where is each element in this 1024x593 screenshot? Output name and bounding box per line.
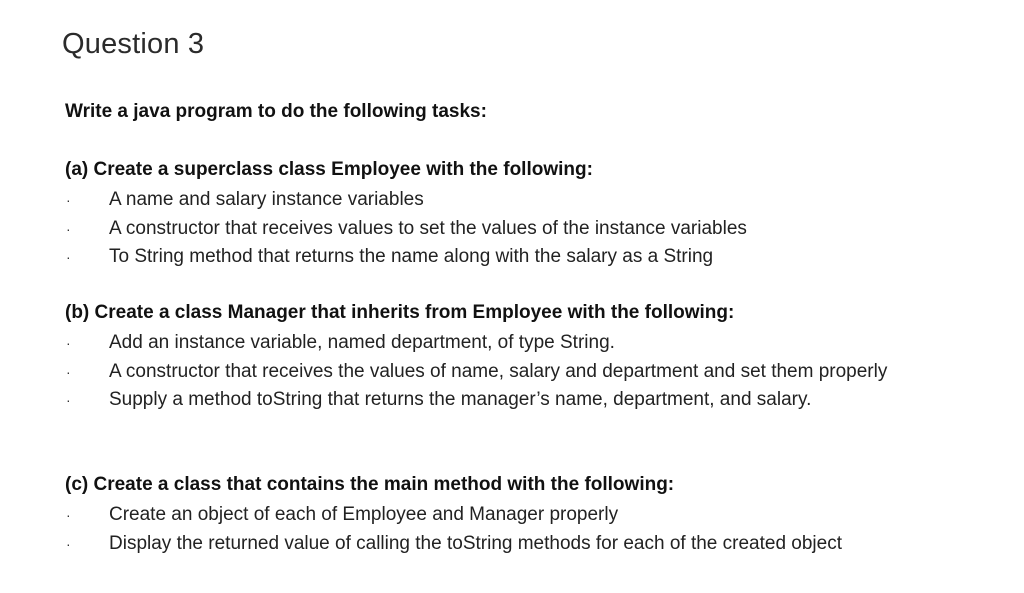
- section-b: [65, 300, 965, 415]
- list-item-text: To String method that returns the name along with the salary as a String: [109, 246, 714, 267]
- list-item: [65, 329, 965, 358]
- bullet-icon: ·: [66, 192, 71, 208]
- list-item-text: Create an object of each of Employee and Manager properly: [109, 504, 619, 525]
- list-item-text: Add an instance variable, named department, of type String.: [109, 332, 615, 353]
- bullet-icon: ·: [66, 220, 71, 237]
- list-item: [65, 501, 965, 530]
- section-a: [65, 157, 965, 272]
- bullet-icon: ·: [66, 507, 71, 523]
- list-item-text: A constructor that receives the values of name, salary and department and set them properly: [109, 360, 888, 382]
- page-title: Question 3: [62, 28, 205, 60]
- list-item-text: A constructor that receives values to set the values of the instance variables: [109, 217, 747, 239]
- bullet-icon: ·: [66, 249, 71, 265]
- list-item: [65, 530, 965, 559]
- section-a-heading: (a) Create a superclass class Employee with the following:: [65, 159, 593, 180]
- list-item: [65, 243, 965, 272]
- bullet-icon: ·: [66, 535, 71, 552]
- bullet-icon: ·: [66, 335, 71, 351]
- intro-text: Write a java program to do the following tasks:: [65, 101, 487, 122]
- section-a-list: [65, 186, 965, 272]
- bullet-icon: ·: [66, 392, 71, 408]
- section-c-list: [65, 501, 965, 558]
- list-item-text: Display the returned value of calling the toString methods for each of the created object: [109, 532, 842, 554]
- section-c: [65, 472, 965, 558]
- list-item-text: Supply a method toString that returns the manager’s name, department, and salary.: [109, 389, 812, 410]
- section-b-list: [65, 329, 965, 415]
- list-item: [65, 186, 965, 215]
- list-item-text: A name and salary instance variables: [109, 189, 424, 210]
- section-b-heading: (b) Create a class Manager that inherits from Employee with the following:: [65, 302, 735, 323]
- list-item: [65, 215, 965, 244]
- section-c-heading: (c) Create a class that contains the main method with the following:: [65, 474, 675, 495]
- list-item: [65, 358, 965, 387]
- list-item: [65, 386, 965, 415]
- bullet-icon: ·: [66, 363, 71, 380]
